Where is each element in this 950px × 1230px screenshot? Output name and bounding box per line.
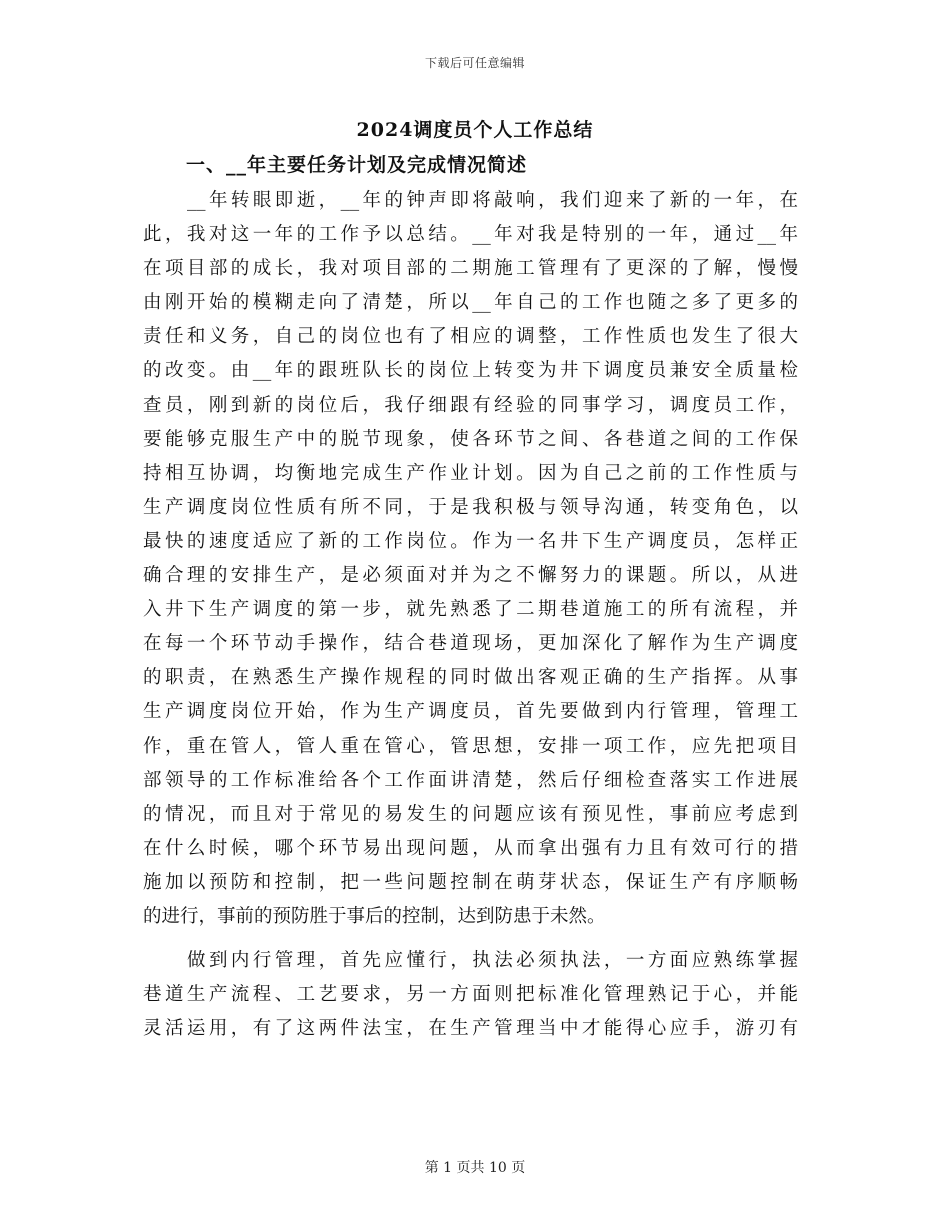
text-line: 责任和义务，自己的岗位也有了相应的调整，工作性质也发生了很大 [143, 326, 798, 348]
paragraph-gap [143, 934, 798, 944]
text-line: 在什么时候，哪个环节易出现问题，从而拿出强有力且有效可行的措 [143, 837, 798, 859]
text-line: 入井下生产调度的第一步，就先熟悉了二期巷道施工的所有流程，并 [143, 599, 798, 621]
text-line: 的职责，在熟悉生产操作规程的同时做出客观正确的生产指挥。从事 [143, 667, 798, 689]
page-footer: 第 1 页共 10 页 [424, 1160, 526, 1176]
text-line: 要能够克服生产中的脱节现象，使各环节之间、各巷道之间的工作保 [143, 428, 798, 450]
text-line: 巷道生产流程、工艺要求，另一方面则把标准化管理熟记于心，并能 [143, 984, 798, 1006]
header-note: 下载后可任意编辑 [424, 56, 525, 70]
document-title: 2024调度员个人工作总结 [356, 119, 594, 141]
section-heading: 一、__年主要任务计划及完成情况简述 [186, 154, 528, 176]
text-line: 的改变。由__年的跟班队长的岗位上转变为井下调度员兼安全质量检 [143, 360, 798, 382]
text-line: 作，重在管人，管人重在管心，管思想，安排一项工作，应先把项目 [143, 735, 798, 757]
text-line: 生产调度岗位性质有所不同，于是我积极与领导沟通，转变角色，以 [143, 496, 798, 518]
text-line: 持相互协调，均衡地完成生产作业计划。因为自己之前的工作性质与 [143, 462, 798, 484]
text-line: 最快的速度适应了新的工作岗位。作为一名井下生产调度员，怎样正 [143, 530, 798, 552]
text-line: 确合理的安排生产，是必须面对并为之不懈努力的课题。所以，从进 [143, 565, 798, 587]
text-line: 的进行，事前的预防胜于事后的控制，达到防患于未然。 [143, 905, 606, 927]
text-line: 查员，刚到新的岗位后，我仔细跟有经验的同事学习，调度员工作， [143, 394, 798, 416]
text-line: 在每一个环节动手操作，结合巷道现场，更加深化了解作为生产调度 [143, 633, 798, 655]
text-line: 此，我对这一年的工作予以总结。__年对我是特别的一年，通过__年 [143, 224, 798, 246]
text-line: __年转眼即逝，__年的钟声即将敲响，我们迎来了新的一年，在 [187, 190, 798, 211]
paragraph-1 [143, 184, 798, 934]
text-line: 施加以预防和控制，把一些问题控制在萌芽状态，保证生产有序顺畅 [143, 871, 798, 893]
text-line: 由刚开始的模糊走向了清楚，所以__年自己的工作也随之多了更多的 [143, 292, 798, 314]
text-line: 部领导的工作标准给各个工作面讲清楚，然后仔细检查落实工作进展 [143, 769, 798, 791]
text-line: 在项目部的成长，我对项目部的二期施工管理有了更深的了解，慢慢 [143, 258, 798, 280]
document-body [143, 184, 798, 1046]
paragraph-2 [143, 944, 798, 1046]
text-line: 的情况，而且对于常见的易发生的问题应该有预见性，事前应考虑到 [143, 803, 798, 825]
text-line: 灵活运用，有了这两件法宝，在生产管理当中才能得心应手，游刃有 [143, 1018, 798, 1040]
text-line: 做到内行管理，首先应懂行，执法必须执法，一方面应熟练掌握 [187, 950, 798, 972]
text-line: 生产调度岗位开始，作为生产调度员，首先要做到内行管理，管理工 [143, 701, 798, 723]
